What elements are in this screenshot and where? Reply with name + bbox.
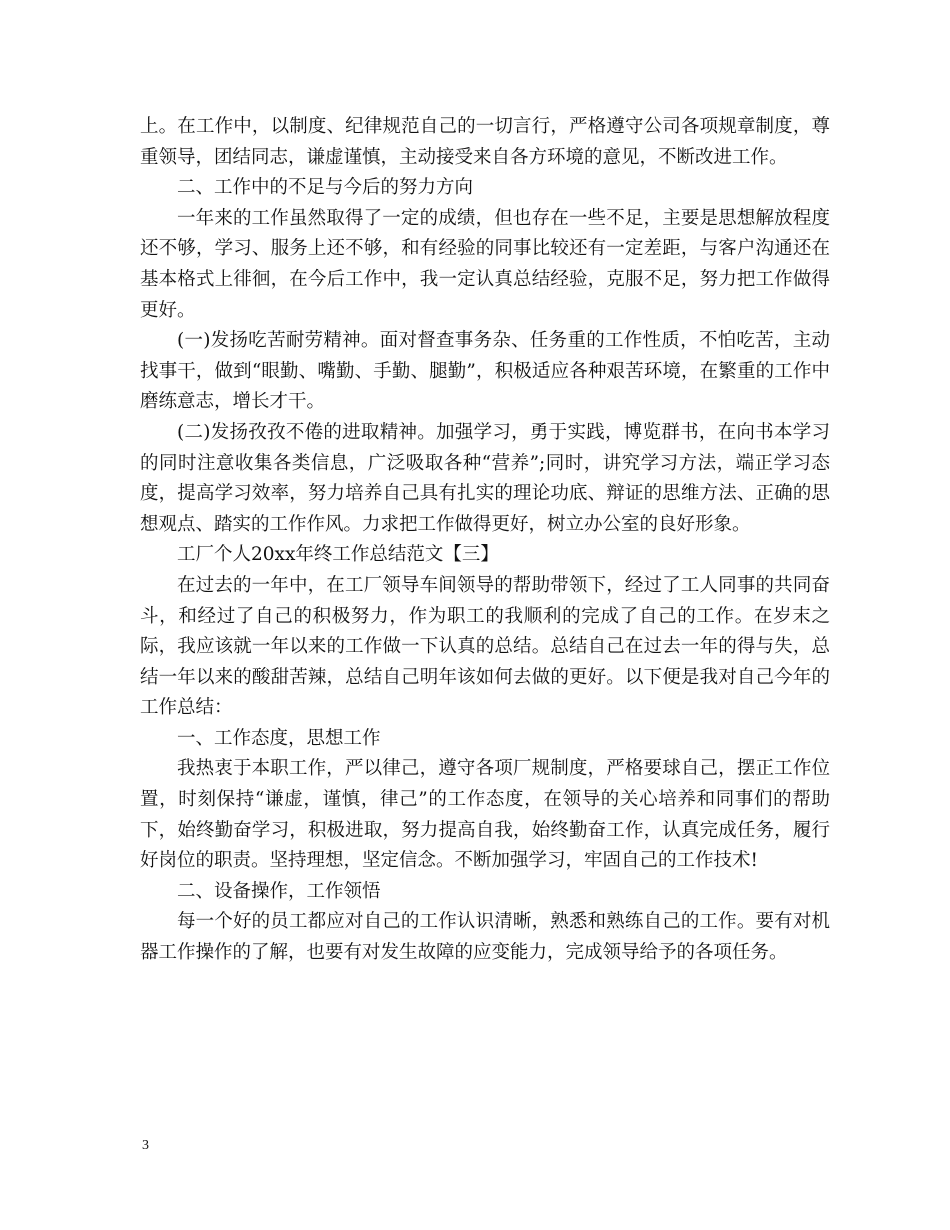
paragraph-attitude: 我热衷于本职工作，严以律己，遵守各项厂规制度，严格要球自己，摆正工作位置，时刻保持“谦虚，谨慎，律己”的工作态度，在领导的关心培养和同事们的帮助下，始终勤奋学习，积极进取，努力提高自我，始终勤奋工作，认真完成任务，履行好岗位的职责。坚持理想，坚定信念。不断加强学习，牢固自己的工作技术! — [140, 758, 830, 872]
section-heading-equipment: 二、设备操作，工作领悟 — [177, 880, 381, 902]
paragraph-continuation: 上。在工作中，以制度、纪律规范自己的一切言行，严格遵守公司各项规章制度，尊重领导，团结同志，谦虚谨慎，主动接受来自各方环境的意见，不断改进工作。 — [140, 116, 830, 168]
article-title-three: 工厂个人20xx年终工作总结范文【三】 — [177, 544, 499, 566]
page-number: 3 — [142, 1138, 149, 1153]
paragraph-intro: 在过去的一年中，在工厂领导车间领导的帮助带领下，经过了工人同事的共同奋斗，和经过了自己的积极努力，作为职工的我顺利的完成了自己的工作。在岁末之际，我应该就一年以来的工作做一下认真的总结。总结自己在过去一年的得与失，总结一年以来的酸甜苦辣，总结自己明年该如何去做的更好。以下便是我对自己今年的工作总结： — [140, 574, 830, 719]
paragraph-point-two: (二)发扬孜孜不倦的进取精神。加强学习，勇于实践，博览群书，在向书本学习的同时注意收集各类信息，广泛吸取各种“营养”;同时，讲究学习方法，端正学习态度，提高学习效率，努力培养自己具有扎实的理论功底、辩证的思维方法、正确的思想观点、踏实的工作作风。力求把工作做得更好，树立办公室的良好形象。 — [140, 421, 830, 535]
paragraph-equipment: 每一个好的员工都应对自己的工作认识清晰，熟悉和熟练自己的工作。要有对机器工作操作的了解，也要有对发生故障的应变能力，完成领导给予的各项任务。 — [140, 911, 830, 964]
document-body — [140, 112, 830, 969]
section-heading-shortcomings: 二、工作中的不足与今后的努力方向 — [177, 177, 474, 199]
paragraph-shortcomings: 一年来的工作虽然取得了一定的成绩，但也存在一些不足，主要是思想解放程度还不够，学习、服务上还不够，和有经验的同事比较还有一定差距，与客户沟通还在基本格式上徘徊，在今后工作中，我一定认真总结经验，克服不足，努力把工作做得更好。 — [140, 207, 830, 321]
section-heading-attitude: 一、工作态度，思想工作 — [177, 727, 381, 749]
paragraph-point-one: (一)发扬吃苦耐劳精神。面对督查事务杂、任务重的工作性质，不怕吃苦，主动找事干，做到“眼勤、嘴勤、手勤、腿勤”，积极适应各种艰苦环境，在繁重的工作中磨练意志，增长才干。 — [140, 330, 830, 413]
